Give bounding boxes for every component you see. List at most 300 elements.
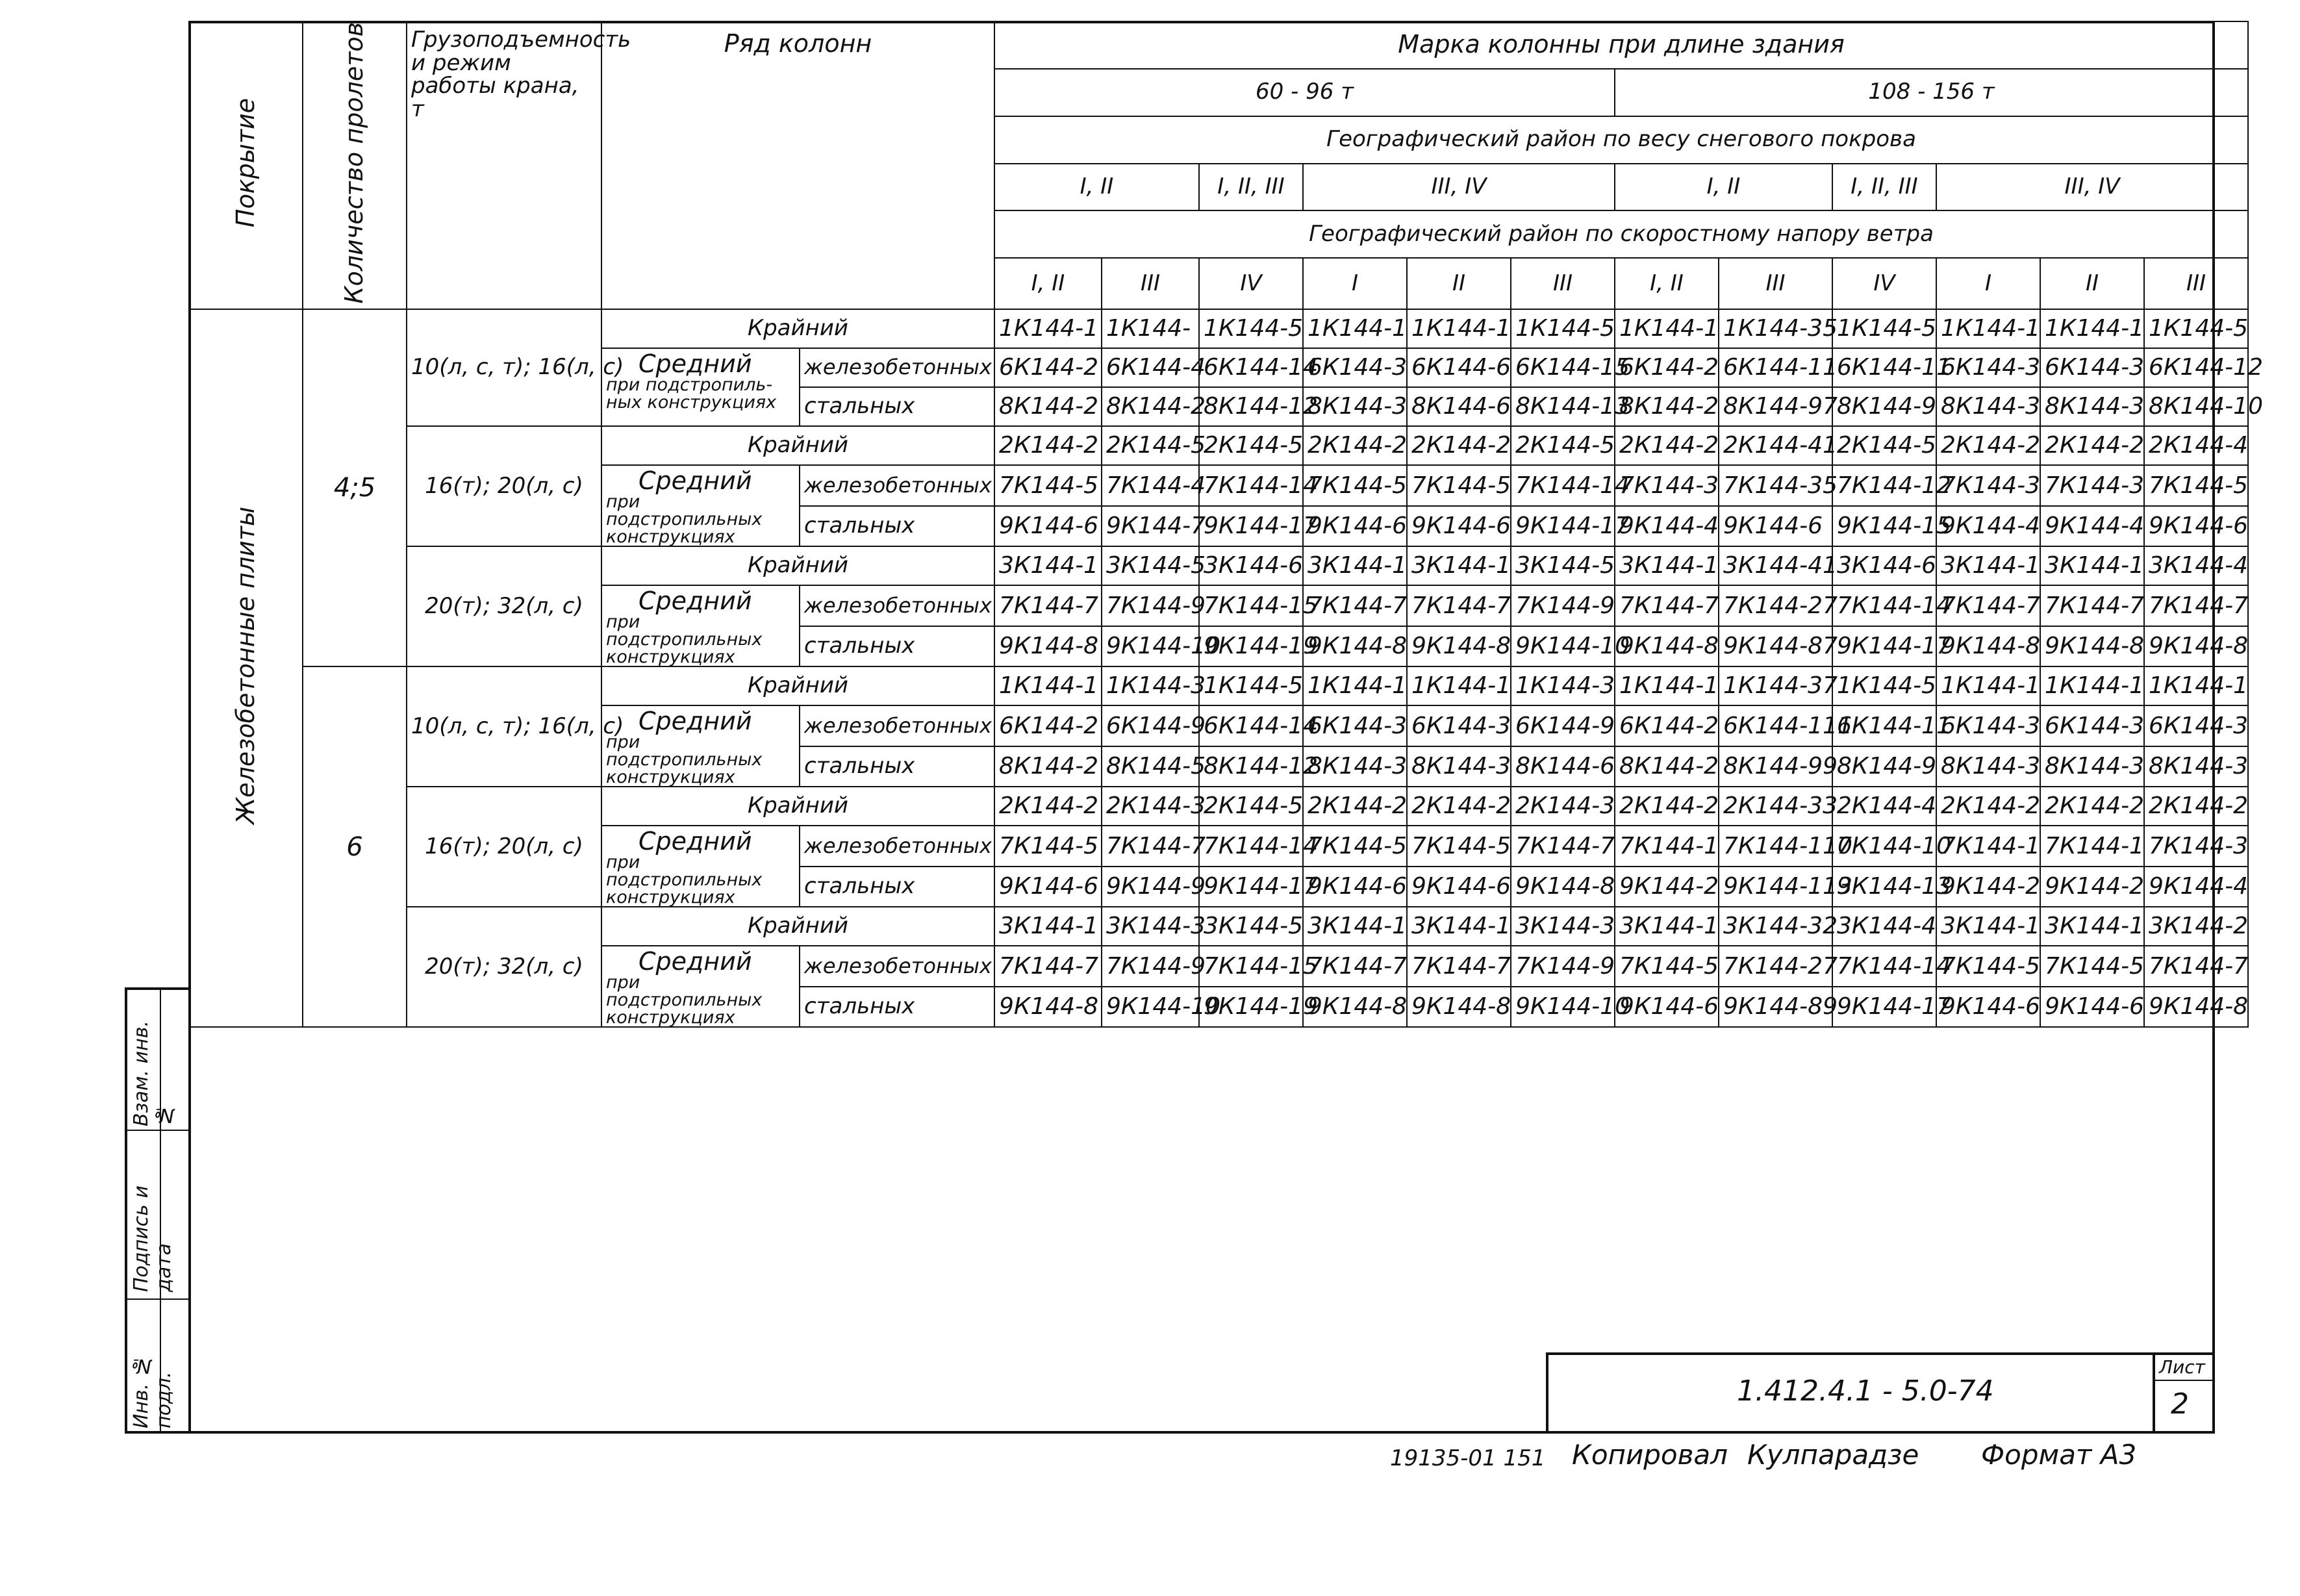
cover-type-text: Железобетонные плиты [231, 506, 260, 824]
mark-cell: 7К144-7 [994, 585, 1102, 626]
mark-cell: 3К144-3 [1511, 907, 1615, 946]
mark-cell: 1К144-1 [1407, 666, 1511, 705]
mark-cell: 7К144-14 [1832, 946, 1936, 987]
mark-cell: 7К144-3 [1615, 465, 1719, 506]
header-wind-4: II [1407, 258, 1511, 309]
mark-cell: 7К144-27 [1719, 946, 1832, 987]
mark-cell: 8К144-3 [2040, 746, 2144, 787]
mark-cell: 3К144-1 [1407, 546, 1511, 585]
sheet-number-cell [2153, 1355, 2215, 1434]
row-middle-subtitle: при подстропильных конструкциях [606, 972, 763, 1028]
header-length-108-156: 108 - 156 т [1615, 69, 2248, 116]
mark-cell: 9К144-6 [1615, 987, 1719, 1028]
mark-cell: 7К144-15 [1199, 585, 1303, 626]
row-rc: железобетонных [800, 826, 994, 867]
mark-cell: 6К144-3 [1303, 705, 1407, 746]
mark-cell: 8К144-3 [1303, 387, 1407, 426]
header-snow-5: III, IV [1936, 164, 2248, 211]
side-stamp-strip [125, 987, 188, 1434]
mark-cell: 2К144-5 [1199, 787, 1303, 826]
table-row [189, 426, 2248, 465]
row-steel: стальных [800, 387, 994, 426]
mark-cell: 1К144-1 [1615, 309, 1719, 348]
mark-cell: 2К144-3 [1511, 787, 1615, 826]
mark-cell: 9К144-17 [1511, 506, 1615, 547]
signature-date-label: Подпись и дата [130, 1185, 175, 1292]
row-rc: железобетонных [800, 705, 994, 746]
mark-cell: 2К144-2 [1936, 426, 2040, 465]
mark-cell: 7К144-9 [1511, 946, 1615, 987]
mark-cell: 9К144-6 [994, 867, 1102, 907]
row-middle-title: Средний [638, 827, 752, 856]
row-middle [601, 946, 800, 1027]
mark-cell: 6К144-15 [1511, 348, 1615, 387]
mark-cell: 2К144-2 [1407, 787, 1511, 826]
row-edge: Крайний [601, 309, 994, 348]
mark-cell: 9К144-6 [2144, 506, 2248, 547]
mark-cell: 9К144-10 [1511, 626, 1615, 667]
mark-cell: 7К144-7 [1407, 946, 1511, 987]
header-snow-1: I, II, III [1199, 164, 1303, 211]
row-middle-title: Средний [638, 707, 752, 736]
mark-cell: 7К144-7 [1407, 585, 1511, 626]
header-wind-3: I [1303, 258, 1407, 309]
copied-label: Копировал [1572, 1439, 1728, 1471]
mark-cell: 2К144-2 [1936, 787, 2040, 826]
table-row [189, 546, 2248, 585]
mark-cell: 1К144-37 [1719, 666, 1832, 705]
mark-cell: 9К144-6 [1303, 867, 1407, 907]
mark-cell: 7К144-3 [1936, 465, 2040, 506]
spans-count: 6 [303, 666, 407, 1027]
header-snow-4: I, II, III [1832, 164, 1936, 211]
mark-cell: 1К144-3 [1102, 666, 1199, 705]
mark-cell: 3К144-1 [994, 907, 1102, 946]
title-block [1546, 1352, 2215, 1434]
mark-cell: 1К144-5 [1199, 309, 1303, 348]
mark-cell: 6К144-14 [1199, 705, 1303, 746]
mark-cell: 7К144-14 [1511, 465, 1615, 506]
mark-cell: 9К144-8 [2040, 626, 2144, 667]
mark-cell: 8К144-12 [1199, 387, 1303, 426]
mark-cell: 1К144-5 [1832, 666, 1936, 705]
table-row [189, 907, 2248, 946]
order-number: 19135-01 151 [1390, 1445, 1546, 1471]
mark-cell: 6К144-9 [1102, 705, 1199, 746]
mark-cell: 7К144-7 [2040, 585, 2144, 626]
mark-cell: 1К144-1 [2040, 309, 2144, 348]
mark-cell: 7К144-7 [1615, 585, 1719, 626]
mark-cell: 3К144-5 [1511, 546, 1615, 585]
row-edge: Крайний [601, 546, 994, 585]
header-wind-8: IV [1832, 258, 1936, 309]
mark-cell: 7К144-7 [2144, 946, 2248, 987]
row-edge: Крайний [601, 907, 994, 946]
mark-cell: 7К144-7 [1102, 826, 1199, 867]
mark-cell: 2К144-2 [1407, 426, 1511, 465]
mark-cell: 7К144-5 [2040, 946, 2144, 987]
mark-cell: 3К144-3 [1102, 907, 1199, 946]
mark-cell: 7К144-15 [1199, 946, 1303, 987]
mark-cell: 9К144-2 [2040, 867, 2144, 907]
mark-cell: 2К144-5 [1832, 426, 1936, 465]
mark-cell: 3К144-1 [1303, 907, 1407, 946]
row-steel: стальных [800, 626, 994, 667]
mark-cell: 9К144-13 [1832, 867, 1936, 907]
mark-cell: 9К144-6 [1936, 987, 2040, 1028]
header-cover [189, 21, 303, 309]
row-middle-subtitle: при подстропильных конструкциях [606, 852, 763, 908]
row-steel: стальных [800, 506, 994, 547]
mark-cell: 2К144-41 [1719, 426, 1832, 465]
mark-cell: 9К144-8 [994, 626, 1102, 667]
mark-cell: 9К144-19 [1199, 987, 1303, 1028]
mark-cell: 7К144-5 [994, 465, 1102, 506]
header-wind-5: III [1511, 258, 1615, 309]
header-wind-11: III [2144, 258, 2248, 309]
mark-cell: 6К144-2 [1615, 348, 1719, 387]
mark-cell: 9К144-113 [1719, 867, 1832, 907]
mark-cell: 6К144-11 [1832, 705, 1936, 746]
mark-cell: 7К144-14 [1199, 465, 1303, 506]
mark-cell: 6К144-14 [1199, 348, 1303, 387]
mark-cell: 7К144-9 [1102, 946, 1199, 987]
mark-cell: 9К144-8 [1615, 626, 1719, 667]
mark-cell: 9К144-2 [1936, 867, 2040, 907]
mark-cell: 9К144-17 [1832, 626, 1936, 667]
mark-cell: 7К144-7 [1511, 826, 1615, 867]
mark-cell: 8К144-5 [1102, 746, 1199, 787]
mark-cell: 3К144-4 [2144, 546, 2248, 585]
mark-cell: 9К144-10 [1511, 987, 1615, 1028]
document-code: 1.412.4.1 - 5.0-74 [1737, 1374, 1994, 1408]
mark-cell: 6К144-3 [1303, 348, 1407, 387]
mark-cell: 9К144-8 [1303, 987, 1407, 1028]
header-crane: Грузоподъемность и режим работы крана, т [407, 21, 601, 309]
header-wind-2: IV [1199, 258, 1303, 309]
mark-cell: 9К144-10 [1102, 626, 1199, 667]
mark-cell: 6К144-11 [1719, 348, 1832, 387]
row-middle [601, 826, 800, 907]
mark-cell: 3К144-5 [1199, 907, 1303, 946]
table-row [189, 666, 2248, 705]
mark-cell: 3К144-1 [1303, 546, 1407, 585]
mark-cell: 8К144-3 [1407, 746, 1511, 787]
mark-cell: 3К144-1 [1615, 546, 1719, 585]
row-middle [601, 705, 800, 787]
row-middle [601, 348, 800, 426]
mark-cell: 9К144-4 [1615, 506, 1719, 547]
mark-cell: 7К144-1 [1936, 826, 2040, 867]
header-snow-2: III, IV [1303, 164, 1615, 211]
mark-cell: 9К144-2 [1615, 867, 1719, 907]
mark-cell: 8К144-2 [994, 387, 1102, 426]
mark-cell: 2К144-3 [1102, 787, 1199, 826]
mark-cell: 9К144-8 [1407, 987, 1511, 1028]
mark-cell: 7К144-5 [1407, 826, 1511, 867]
header-wind-1: III [1102, 258, 1199, 309]
mark-cell: 2К144-5 [1199, 426, 1303, 465]
mark-cell: 7К144-7 [2144, 585, 2248, 626]
header-wind-10: II [2040, 258, 2144, 309]
crane-capacity: 10(л, с, т); 16(л, с) [407, 666, 601, 787]
mark-cell: 1К144-35 [1719, 309, 1832, 348]
mark-cell: 9К144-15 [1832, 506, 1936, 547]
mark-cell: 7К144-9 [1102, 585, 1199, 626]
mark-cell: 6К144-3 [1407, 705, 1511, 746]
mark-cell: 9К144-17 [1832, 987, 1936, 1028]
format-label: Формат А3 [1981, 1439, 2137, 1471]
mark-cell: 9К144-17 [1199, 867, 1303, 907]
mark-cell: 9К144-8 [2144, 626, 2248, 667]
mark-cell: 6К144-11 [1832, 348, 1936, 387]
mark-cell: 2К144-2 [994, 787, 1102, 826]
mark-cell: 6К144-2 [994, 705, 1102, 746]
mark-cell: 2К144-33 [1719, 787, 1832, 826]
mark-cell: 3К144-4 [1832, 907, 1936, 946]
mark-cell: 9К144-4 [2040, 506, 2144, 547]
mark-cell: 3К144-6 [1199, 546, 1303, 585]
mark-cell: 9К144-4 [2144, 867, 2248, 907]
row-rc: железобетонных [800, 465, 994, 506]
row-middle-subtitle: при подстропильных конструкциях [606, 612, 763, 668]
mark-cell: 7К144-14 [1199, 826, 1303, 867]
mark-cell: 3К144-2 [2144, 907, 2248, 946]
mark-cell: 6К144-2 [1615, 705, 1719, 746]
sheet-label: Лист [2159, 1356, 2205, 1378]
header-wind-region: Географический район по скоростному напору ветра [994, 210, 2248, 258]
header-spans [303, 21, 407, 309]
mark-cell: 2К144-2 [1303, 426, 1407, 465]
mark-cell: 7К144-10 [1832, 826, 1936, 867]
mark-cell: 2К144-4 [2144, 426, 2248, 465]
mark-cell: 9К144-8 [1936, 626, 2040, 667]
mark-cell: 9К144-6 [2040, 987, 2144, 1028]
mark-cell: 8К144-2 [1615, 387, 1719, 426]
mark-cell: 6К144-2 [994, 348, 1102, 387]
mark-cell: 7К144-7 [1936, 585, 2040, 626]
replacement-inv-label: Взам. инв. № [130, 1020, 175, 1126]
mark-cell: 3К144-1 [994, 546, 1102, 585]
header-mark: Марка колонны при длине здания [994, 21, 2248, 69]
header-wind-6: I, II [1615, 258, 1719, 309]
mark-cell: 8К144-3 [1936, 387, 2040, 426]
mark-cell: 6К144-3 [1936, 348, 2040, 387]
mark-cell: 9К144-8 [1511, 867, 1615, 907]
mark-cell: 1К144- [1102, 309, 1199, 348]
mark-cell: 9К144-7 [1102, 506, 1199, 547]
mark-cell: 7К144-5 [1936, 946, 2040, 987]
header-wind-0: I, II [994, 258, 1102, 309]
mark-cell: 6К144-6 [1407, 348, 1511, 387]
row-edge: Крайний [601, 426, 994, 465]
mark-cell: 1К144-1 [1303, 309, 1407, 348]
mark-cell: 6К144-111 [1719, 705, 1832, 746]
row-middle-subtitle: при подстропильных конструкциях [606, 492, 763, 548]
mark-cell: 3К144-1 [1615, 907, 1719, 946]
crane-capacity: 20(т); 32(л, с) [407, 907, 601, 1027]
mark-cell: 7К144-1 [2040, 826, 2144, 867]
mark-cell: 1К144-1 [994, 666, 1102, 705]
mark-cell: 9К144-4 [1936, 506, 2040, 547]
mark-cell: 8К144-12 [1199, 746, 1303, 787]
mark-cell: 6К144-4 [1102, 348, 1199, 387]
mark-cell: 3К144-32 [1719, 907, 1832, 946]
mark-cell: 1К144-5 [1199, 666, 1303, 705]
mark-cell: 7К144-12 [1832, 465, 1936, 506]
mark-cell: 6К144-3 [1936, 705, 2040, 746]
header-length-60-96: 60 - 96 т [994, 69, 1615, 116]
mark-cell: 8К144-9 [1832, 746, 1936, 787]
mark-cell: 1К144-3 [1511, 666, 1615, 705]
mark-cell: 8К144-3 [1303, 746, 1407, 787]
mark-cell: 7К144-5 [1303, 826, 1407, 867]
mark-cell: 7К144-5 [2144, 465, 2248, 506]
mark-cell: 8К144-9 [1832, 387, 1936, 426]
mark-cell: 2К144-2 [1303, 787, 1407, 826]
cover-type [189, 309, 303, 1027]
mark-cell: 1К144-5 [1511, 309, 1615, 348]
row-middle-subtitle: при подстропиль-ных конструкциях [606, 375, 777, 413]
mark-cell: 1К144-1 [1936, 309, 2040, 348]
header-snow-region: Географический район по весу снегового покрова [994, 116, 2248, 164]
mark-cell: 9К144-6 [994, 506, 1102, 547]
mark-cell: 1К144-5 [2144, 309, 2248, 348]
mark-cell: 7К144-3 [2040, 465, 2144, 506]
mark-cell: 6К144-12 [2144, 348, 2248, 387]
mark-cell: 7К144-35 [1719, 465, 1832, 506]
mark-cell: 9К144-6 [1407, 867, 1511, 907]
row-edge: Крайний [601, 787, 994, 826]
mark-cell: 7К144-5 [1407, 465, 1511, 506]
mark-cell: 7К144-3 [2144, 826, 2248, 867]
mark-cell: 9К144-8 [2144, 987, 2248, 1028]
mark-cell: 9К144-89 [1719, 987, 1832, 1028]
header-row: Ряд колонн [601, 21, 994, 309]
row-middle [601, 585, 800, 666]
mark-cell: 8К144-2 [1102, 387, 1199, 426]
mark-cell: 9К144-9 [1102, 867, 1199, 907]
header-wind-9: I [1936, 258, 2040, 309]
crane-capacity: 10(л, с, т); 16(л, с) [407, 309, 601, 426]
mark-cell: 1К144-1 [1407, 309, 1511, 348]
column-marks-table [188, 21, 2263, 1028]
mark-cell: 7К144-5 [1303, 465, 1407, 506]
mark-cell: 3К144-1 [2040, 907, 2144, 946]
mark-cell: 8К144-3 [1936, 746, 2040, 787]
mark-cell: 8К144-3 [2144, 746, 2248, 787]
mark-cell: 7К144-14 [1832, 585, 1936, 626]
mark-cell: 7К144-9 [1511, 585, 1615, 626]
mark-cell: 2К144-2 [2040, 787, 2144, 826]
row-rc: железобетонных [800, 585, 994, 626]
original-inv-label: Инв. № подл. [130, 1354, 175, 1428]
row-edge: Крайний [601, 666, 994, 705]
mark-cell: 8К144-97 [1719, 387, 1832, 426]
mark-cell: 2К144-2 [994, 426, 1102, 465]
header-spans-text: Количество пролетов [340, 22, 369, 304]
mark-cell: 2К144-2 [1615, 426, 1719, 465]
mark-cell: 7К144-7 [1303, 585, 1407, 626]
row-rc: железобетонных [800, 946, 994, 987]
mark-cell: 7К144-27 [1719, 585, 1832, 626]
mark-cell: 6К144-3 [2040, 348, 2144, 387]
mark-cell: 7К144-4 [1102, 465, 1199, 506]
crane-capacity: 16(т); 20(л, с) [407, 787, 601, 907]
row-steel: стальных [800, 746, 994, 787]
mark-cell: 2К144-2 [1615, 787, 1719, 826]
mark-cell: 8К144-10 [2144, 387, 2248, 426]
header-cover-text: Покрытие [231, 98, 260, 228]
mark-cell: 1К144-1 [2144, 666, 2248, 705]
mark-cell: 1К144-5 [1832, 309, 1936, 348]
row-steel: стальных [800, 867, 994, 907]
mark-cell: 6К144-3 [2040, 705, 2144, 746]
mark-cell: 3К144-1 [1407, 907, 1511, 946]
mark-cell: 8К144-6 [1407, 387, 1511, 426]
mark-cell: 8К144-2 [994, 746, 1102, 787]
mark-cell: 2К144-2 [2040, 426, 2144, 465]
mark-cell: 9К144-6 [1303, 506, 1407, 547]
row-middle-title: Средний [638, 349, 752, 379]
mark-cell: 3К144-1 [2040, 546, 2144, 585]
mark-cell: 3К144-5 [1102, 546, 1199, 585]
mark-cell: 8К144-2 [1615, 746, 1719, 787]
row-steel: стальных [800, 987, 994, 1028]
mark-cell: 3К144-1 [1936, 546, 2040, 585]
mark-cell: 9К144-8 [994, 987, 1102, 1028]
mark-cell: 2К144-2 [2144, 787, 2248, 826]
header-wind-7: III [1719, 258, 1832, 309]
row-middle-title: Средний [638, 466, 752, 496]
mark-cell: 7К144-1 [1615, 826, 1719, 867]
mark-cell: 2К144-4 [1832, 787, 1936, 826]
header-snow-3: I, II [1615, 164, 1832, 211]
mark-cell: 7К144-7 [1303, 946, 1407, 987]
mark-cell: 2К144-5 [1511, 426, 1615, 465]
mark-cell: 9К144-8 [1303, 626, 1407, 667]
mark-cell: 6К144-3 [2144, 705, 2248, 746]
sheet-number: 2 [2171, 1387, 2189, 1421]
mark-cell: 1К144-1 [1615, 666, 1719, 705]
mark-cell: 1К144-1 [2040, 666, 2144, 705]
mark-cell: 9К144-10 [1102, 987, 1199, 1028]
row-middle [601, 465, 800, 546]
header-snow-0: I, II [994, 164, 1199, 211]
row-rc: железобетонных [800, 348, 994, 387]
mark-cell: 8К144-13 [1511, 387, 1615, 426]
mark-cell: 3К144-6 [1832, 546, 1936, 585]
crane-capacity: 16(т); 20(л, с) [407, 426, 601, 546]
crane-capacity: 20(т); 32(л, с) [407, 546, 601, 666]
mark-cell: 1К144-1 [994, 309, 1102, 348]
table-row [189, 787, 2248, 826]
mark-cell: 9К144-8 [1407, 626, 1511, 667]
mark-cell: 1К144-1 [1936, 666, 2040, 705]
row-middle-title: Средний [638, 587, 752, 616]
mark-cell: 7К144-7 [994, 946, 1102, 987]
row-middle-title: Средний [638, 947, 752, 976]
mark-cell: 8К144-6 [1511, 746, 1615, 787]
copier-name: Кулпарадзе [1747, 1439, 1919, 1471]
mark-cell: 1К144-1 [1303, 666, 1407, 705]
table-row [189, 309, 2248, 348]
mark-cell: 8К144-99 [1719, 746, 1832, 787]
mark-cell: 9К144-6 [1719, 506, 1832, 547]
spans-count: 4;5 [303, 309, 407, 666]
mark-cell: 7К144-110 [1719, 826, 1832, 867]
mark-cell: 3К144-1 [1936, 907, 2040, 946]
